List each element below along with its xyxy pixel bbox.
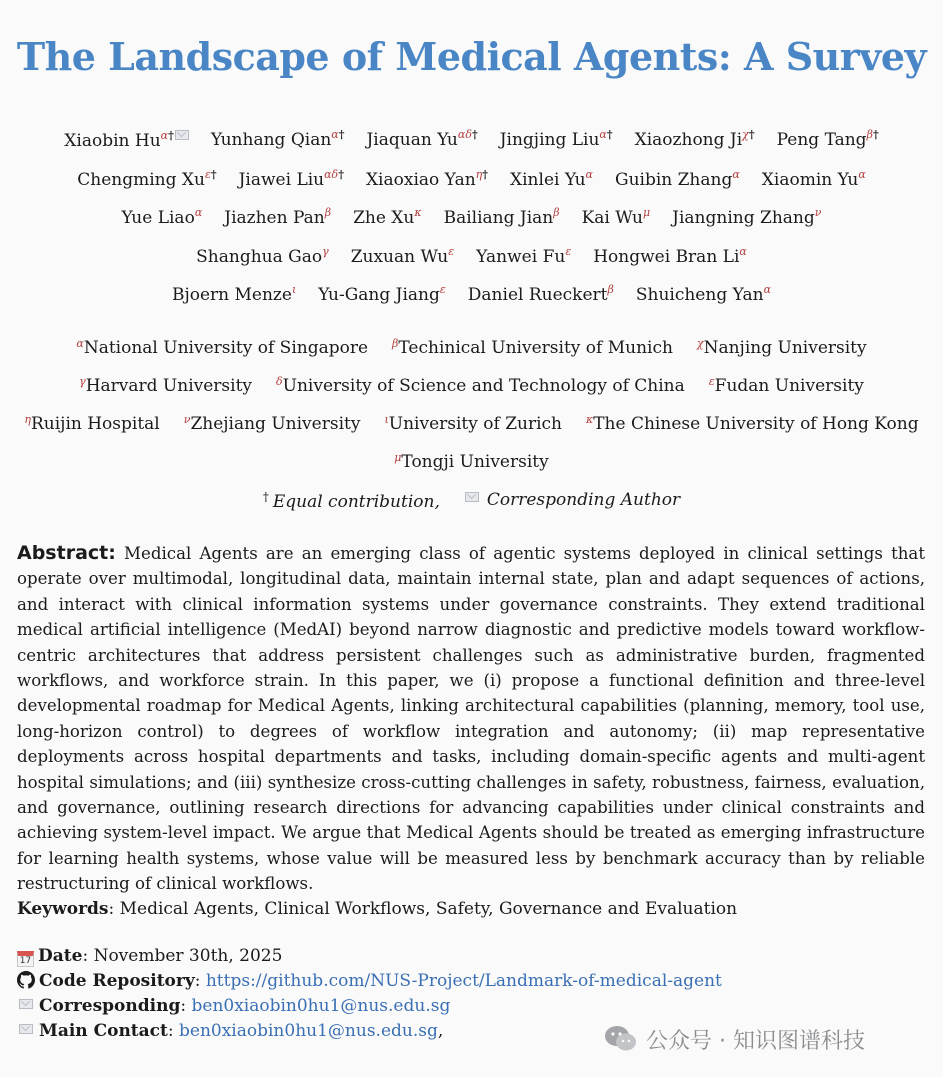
affiliation: $^\iota$University of Zurich [384,413,562,434]
author: Jiaquan $Yu^{\alpha\delta\dagger}$ [366,128,478,150]
author: Xiaozhong $Ji^{\chi\dagger}$ [634,128,755,150]
author: Jiangning Zhang$^\nu$ [672,206,822,228]
code-repository-link[interactable]: https://github.com/NUS-Project/Landmark-of-medical-agent [205,971,722,991]
affiliation-row [0,414,943,434]
author-row [0,244,943,267]
author: Guibin Zhang$^\alpha$ [614,167,740,190]
affiliation-row [0,452,943,472]
author: Jiazhen Pan$^\beta$ [224,206,332,228]
author: Bjoern Menze$^\iota$ [171,283,297,305]
author-row [0,285,943,305]
keywords-label: Keywords [17,899,109,919]
author: Daniel Rueckert$^\beta$ [467,283,614,305]
author: Shanghua Gao$^\gamma$ [196,244,329,267]
author: Yue Liao$^\alpha$ [121,206,203,228]
corresponding-author-note: Corresponding Author [464,490,680,512]
affiliation: $^\kappa$The Chinese University of Hong Kong [586,413,919,434]
author: Peng Tang$^{\beta\dagger}$ [776,128,879,150]
author: Xinlei $Yu^\alpha$ [510,167,593,190]
mail-icon [19,1024,33,1034]
affiliation: $^\delta$University of Science and Technology of China [276,375,685,396]
keywords [17,898,925,920]
affiliation: $^\mu$Tongji University [394,451,549,472]
author: Xiaomin $Yu^\alpha$ [761,167,866,190]
author: Kai $Wu^\mu$ [581,206,651,228]
author-row [0,167,943,190]
author: Xiaoxiao Yan$^{\eta\dagger}$ [365,167,489,190]
affiliation-list [0,338,943,490]
mail-icon [175,130,189,140]
author: Yu-Gang Jiang$^\varepsilon$ [318,283,446,305]
dagger-symbol: † [262,490,269,504]
calendar-icon: 17 [17,951,34,967]
affiliation: $^\chi$Nanjing University [696,337,867,358]
author: Bailiang Jian$^\beta$ [443,206,560,228]
author: Hongwei Bran $Li^\alpha$ [593,244,747,267]
main-contact-row: Main Contact: ben0xiaobin0hu1@nus.edu.sg, [17,1019,925,1044]
wechat-icon [604,1025,638,1053]
abstract-text: Medical Agents are an emerging class of agentic systems deployed in clinical settings that operate over multimodal, longitudinal data, maintain internal state, plan and adapt sequences of actions, and interact with clinical information systems under governance constraints. They extend traditional medical artificial intelligence (MedAI) beyond narrow diagnostic and predictive models toward workflow-centric architectures that address persistent challenges such as administrative burden, fragmented workflows, and workforce strain. In this paper, we (i) propose a functional definition and three-level developmental roadmap for Medical Agents, linking architectural capabilities (planning, memory, tool use, long-horizon control) to degrees of workflow integration and autonomy; (ii) map representative deployments across hospital departments and tasks, including domain-specific agents and multi-agent hospital simulations; and (iii) synthesize cross-cutting challenges in safety, robustness, fairness, evaluation, and governance, outlining research directions for advancing capabilities under clinical constraints and achieving system-level impact. We argue that Medical Agents should be treated as emerging infrastructure for learning health systems, whose value will be measured less by benchmark accuracy than by reliable restructuring of clinical workflows. [17,544,925,894]
author: Chengming $Xu^{\varepsilon\dagger}$ [77,167,217,190]
code-repository-row: Code Repository: https://github.com/NUS-Project/Landmark-of-medical-agent [17,969,925,994]
author-notes [0,490,943,512]
affiliation-row [0,376,943,396]
affiliation-row [0,338,943,358]
affiliation: $^\varepsilon$Fudan University [708,375,864,396]
corresponding-email-link[interactable]: ben0xiaobin0hu1@nus.edu.sg [191,996,451,1016]
author: Yunhang Qian$^{\alpha\dagger}$ [210,128,345,150]
affiliation: $^\gamma$Harvard University [79,375,253,396]
keywords-text: : Medical Agents, Clinical Workflows, Safety, Governance and Evaluation [108,899,738,919]
author: Yanwei $Fu^\varepsilon$ [476,244,572,267]
abstract [17,541,925,897]
author: Shuicheng Yan$^\alpha$ [635,283,772,305]
paper-title: The Landscape of Medical Agents: A Survey [16,34,927,79]
author-row [0,208,943,228]
corresponding-row: Corresponding: ben0xiaobin0hu1@nus.edu.sg [17,994,925,1019]
author-list [0,130,943,324]
author: Jiawei Liu$^{\alpha\delta\dagger}$ [238,167,344,190]
affiliation: $^\beta$Techinical University of Munich [392,337,673,358]
author: Xiaobin $Hu^{\alpha\dagger}$ [64,130,189,151]
author-row [0,130,943,151]
date-row: 17 Date: November 30th, 2025 [17,944,925,969]
affiliation: $^\alpha$National University of Singapore [76,337,369,358]
mail-icon [19,999,33,1009]
author: Zhe $Xu^\kappa$ [353,206,422,228]
author: Jingjing Liu$^{\alpha\dagger}$ [499,128,613,150]
wechat-watermark [604,1022,865,1056]
affiliation: $^\nu$Zhejiang University [183,413,361,434]
affiliation: $^\eta$Ruijin Hospital [24,413,160,434]
mail-icon [465,492,479,502]
main-contact-email-link[interactable]: ben0xiaobin0hu1@nus.edu.sg [179,1021,438,1041]
github-icon [17,971,35,989]
author: Zuxuan $Wu^\varepsilon$ [350,244,455,267]
equal-contribution-note: † Equal contribution, [262,490,440,512]
watermark-text: 公众号 · 知识图谱科技 [646,1028,865,1054]
abstract-label: Abstract: [17,542,116,564]
